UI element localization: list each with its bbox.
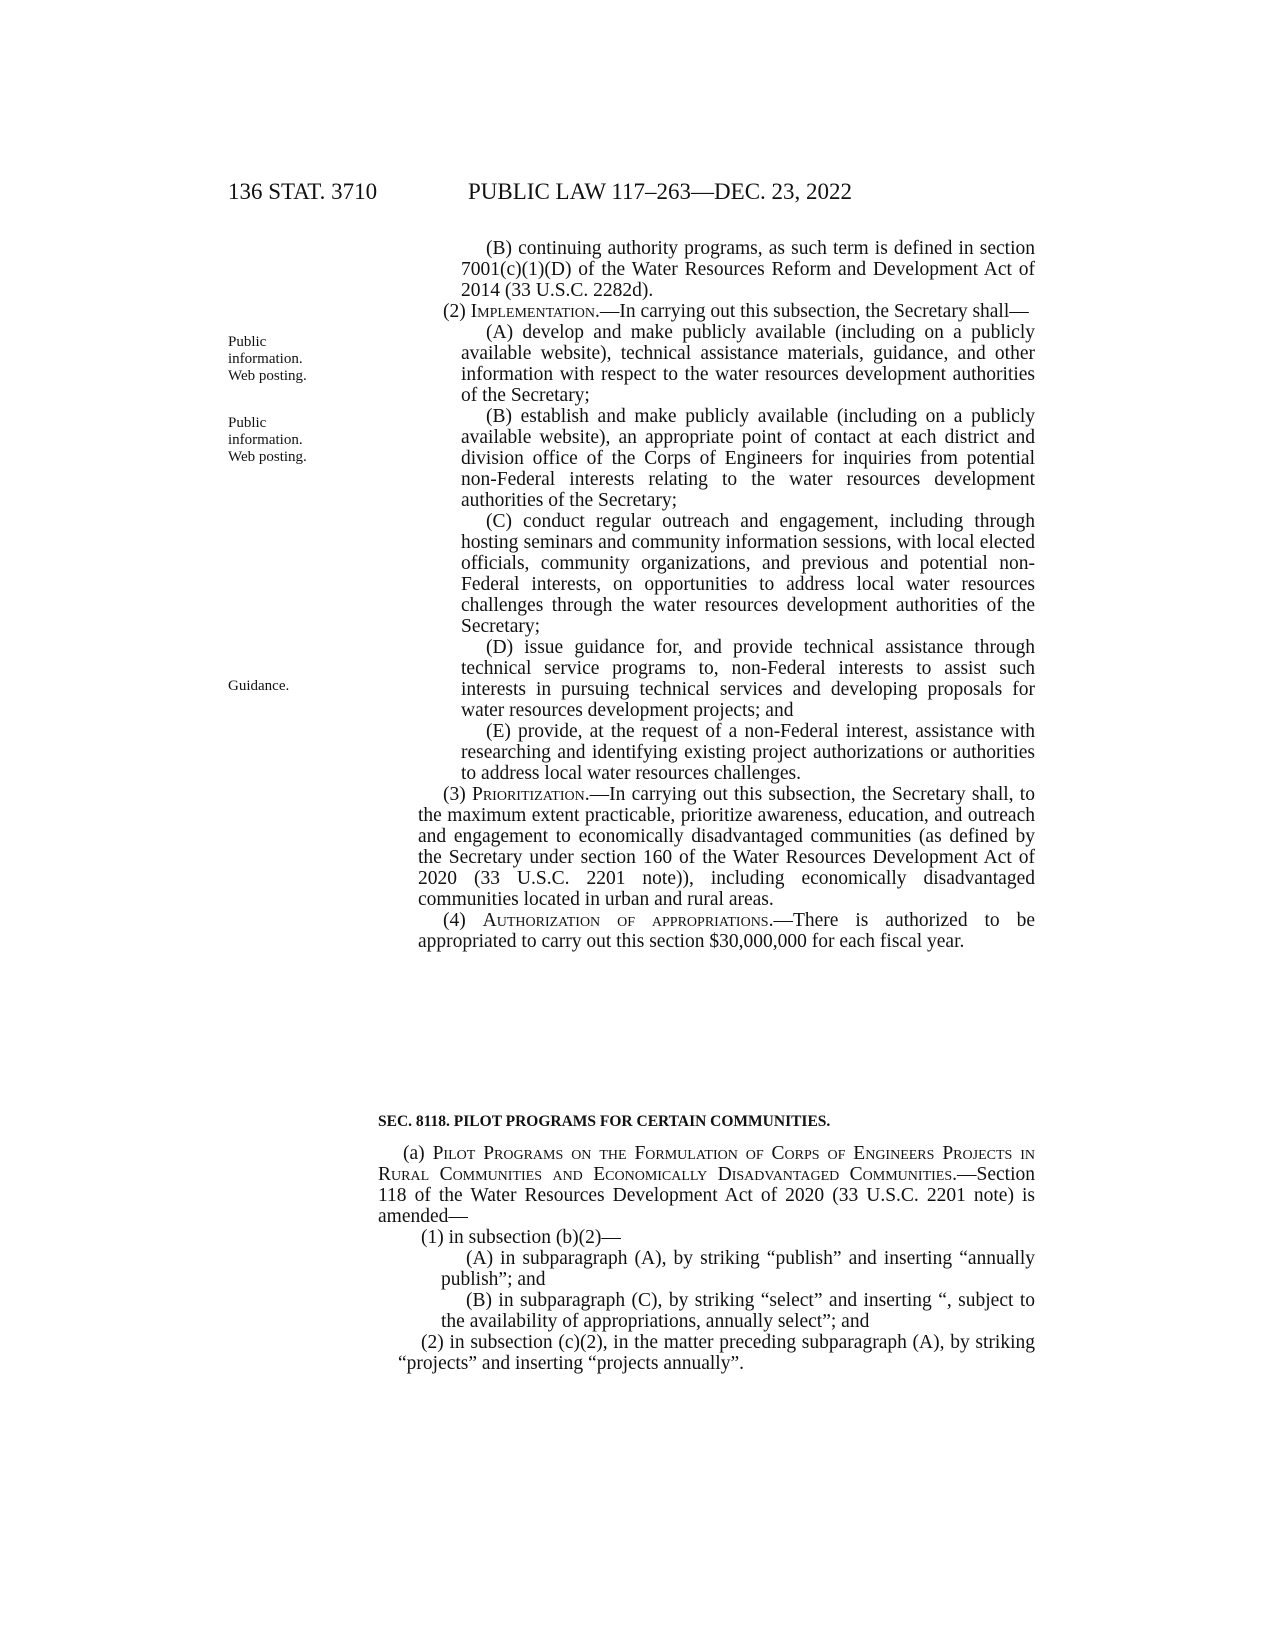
amendment-item-1: (1) in subsection (b)(2)— [421,1227,621,1248]
subparagraph-b: (B) establish and make publicly available (including on a publicly available website), an appropriate point of contact at each district and division office of the Corps of Engineers for inquiries from potential non-Federal interests relating to the water resources development authorities of the Secretary; [461,406,1035,511]
running-header-title: PUBLIC LAW 117–263—DEC. 23, 2022 [468,179,853,204]
subparagraph-e: (E) provide, at the request of a non-Federal interest, assistance with researching and identifying existing project authorizations or authorities to address local water resources challenges. [461,721,1035,784]
amendment-item-1-b: (B) in subparagraph (C), by striking “select” and inserting “, subject to the availability of appropriations, annually select”; and [441,1290,1035,1332]
paragraph-2-implementation: (2) Implementation.—In carrying out this subsection, the Secretary shall— [443,301,1029,322]
section-heading: SEC. 8118. PILOT PROGRAMS FOR CERTAIN COMMUNITIES. [378,1113,831,1130]
paragraph-heading: Authorization of appropriations [482,910,769,931]
statute-body [418,238,1035,952]
subparagraph-a: (A) develop and make publicly available (including on a publicly available website), technical assistance materials, guidance, and other information with respect to the water resources development authorities of the Secretary; [461,322,1035,406]
page-stat-citation: 136 STAT. 3710 [228,179,378,204]
subsection-a: (a) Pilot Programs on the Formulation of Corps of Engineers Projects in Rural Communities and Economically Disadvantaged Communities.—Section 118 of the Water Resources Development Act of 2020 (33 U.S.C. 2201 note) is amended— [378,1143,1035,1227]
amendment-item-2: (2) in subsection (c)(2), in the matter preceding subparagraph (A), by striking “projects” and inserting “projects annually”. [398,1332,1035,1374]
paragraph-heading: Implementation [470,301,595,322]
paragraph-heading: Prioritization [472,784,585,805]
paragraph-b-continuing-authority: (B) continuing authority programs, as such term is defined in section 7001(c)(1)(D) of the Water Resources Reform and Development Act of 2014 (33 U.S.C. 2282d). [461,238,1035,301]
paragraph-3-prioritization: (3) Prioritization.—In carrying out this subsection, the Secretary shall, to the maximum extent practicable, prioritize awareness, education, and outreach and engagement to economically disadvantaged communities (as defined by the Secretary under section 160 of the Water Resources Development Act of 2020 (33 U.S.C. 2201 note)), including economically disadvantaged communities located in urban and rural areas. [418,784,1035,910]
paragraph-4-authorization: (4) Authorization of appropriations.—There is authorized to be appropriated to carry out this section $30,000,000 for each fiscal year. [418,910,1035,952]
section-body [378,1143,1035,1374]
subsection-heading: Pilot Programs on the Formulation of Corps of Engineers Projects in Rural Communities and Economically Disadvantaged Communities [378,1143,1035,1185]
amendment-item-1-a: (A) in subparagraph (A), by striking “publish” and inserting “annually publish”; and [441,1248,1035,1290]
subparagraph-c: (C) conduct regular outreach and engagement, including through hosting seminars and community information sessions, with local elected officials, community organizations, and previous and potential non-Federal interests, on opportunities to address local water resources challenges through the water resources development authorities of the Secretary; [461,511,1035,637]
margin-note-public-information: Public information. Web posting. [228,415,307,465]
subparagraph-d: (D) issue guidance for, and provide technical assistance through technical service programs to, non-Federal interests to assist such interests in pursuing technical services and developing proposals for water resources development projects; and [461,637,1035,721]
margin-note-public-information: Public information. Web posting. [228,334,307,384]
margin-note-guidance: Guidance. [228,678,290,694]
